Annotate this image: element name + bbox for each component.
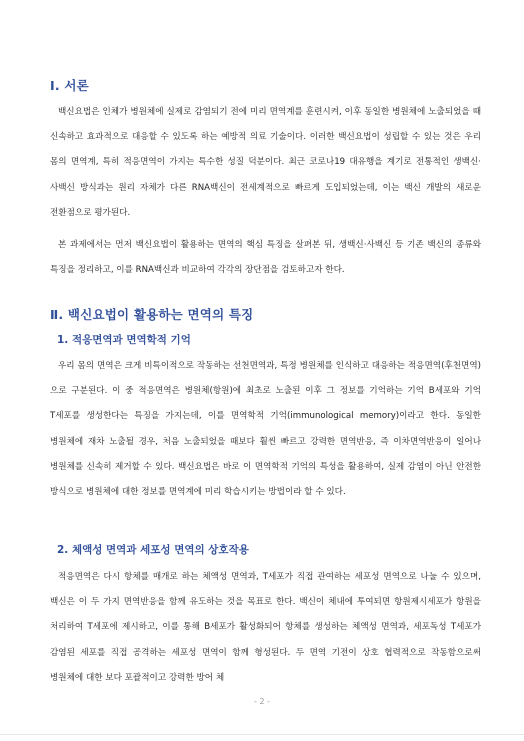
subsection-heading-adaptive-immunity: 1. 적응면역과 면역학적 기억 [57,334,191,346]
humoral-cellular-paragraph: 적응면역은 다시 항체를 매개로 하는 체액성 면역과, T세포가 직접 관여하는 세포성 면역으로 나눌 수 있으며, 백신은 이 두 가지 면역반응을 함께 유도하는 것을 목표로 한다. 백신이 체내에 투여되면 항원제시세포가 항원을 처리하여 T세포에 제시하고, 이를 통해 B세포가 활성화되어 항체를 생성하는 체액성 면역과, 세포독성 T세포가 감염된 세포를 직접 공격하는 세포성 면역이 함께 형성된다. 두 면역 기전이 상호 협력적으로 작동함으로써 병원체에 대한 보다 포괄적이고 강력한 방어 체 [50,572,481,683]
introduction-paragraph-2: 본 과제에서는 먼저 백신요법이 활용하는 면역의 핵심 특징을 살펴본 뒤, 생백신·사백신 등 기존 백신의 종류와 특징을 정리하고, 이를 RNA백신과 비교하여 각각의 장단점을 검토하고자 한다. [50,240,481,276]
section-heading-introduction: Ⅰ. 서론 [50,78,89,93]
section-heading-immunity: Ⅱ. 백신요법이 활용하는 면역의 특징 [50,307,254,322]
adaptive-immunity-paragraph: 우리 몸의 면역은 크게 비특이적으로 작동하는 선천면역과, 특정 병원체를 인식하고 대응하는 적응면역(후천면역)으로 구분된다. 이 중 적응면역은 병원체(항원)에 최초로 노출된 이후 그 정보를 기억하는 기억 B세포와 기억 T세포를 생성한다는 특징을 가지는데, 이를 면역학적 기억(immunological memory)이라고 한다. 동일한 병원체에 재차 노출될 경우, 처음 노출되었을 때보다 훨씬 빠르고 강력한 면역반응, 즉 이차면역반응이 일어나 병원체를 신속히 제거할 수 있다. 백신요법은 바로 이 면역학적 기억의 특성을 활용하여, 실제 감염이 아닌 안전한 방식으로 병원체에 대한 정보를 면역계에 미리 학습시키는 방법이라 할 수 있다. [50,361,481,498]
subsection-heading-humoral-cellular: 2. 체액성 면역과 세포성 면역의 상호작용 [57,544,249,556]
page-number: - 2 - [254,697,270,706]
introduction-paragraph-1: 백신요법은 인체가 병원체에 실제로 감염되기 전에 미리 면역계를 훈련시켜, 이후 동일한 병원체에 노출되었을 때 신속하고 효과적으로 대응할 수 있도록 하는 예방적 의료 기술이다. 이러한 백신요법이 성립할 수 있는 것은 우리 몸의 면역계, 특히 적응면역이 가지는 특수한 성질 덕분이다. 최근 코로나19 대유행을 계기로 전통적인 생백신·사백신 방식과는 원리 자체가 다른 RNA백신이 전세계적으로 빠르게 도입되었는데, 이는 백신 개발의 새로운 전환점으로 평가된다. [50,107,481,218]
page-bottom-divider [0,734,524,735]
